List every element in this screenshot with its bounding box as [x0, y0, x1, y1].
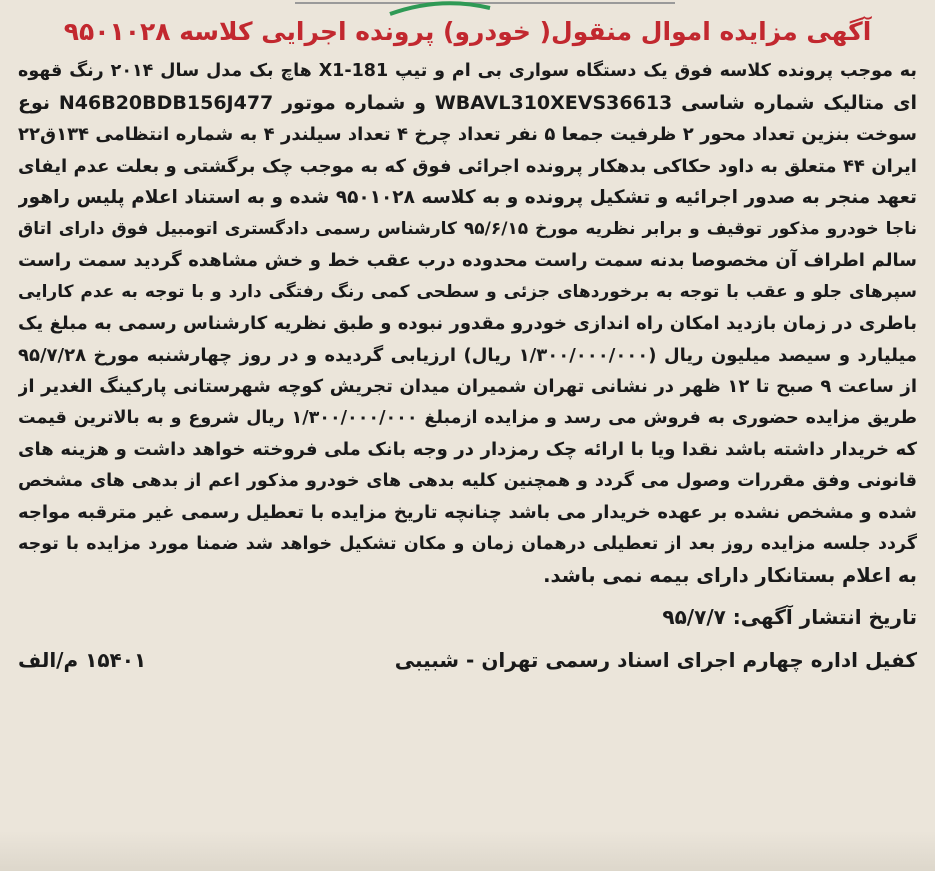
- body-line: ای متالیک شماره شاسی WBAVL310XEVS36613 و شماره موتور N46B20BDB156J477 نوع: [18, 91, 917, 114]
- notice-title: آگهی مزایده اموال منقول( خودرو) پرونده اجرایی کلاسه ۹۵۰۱۰۲۸: [63, 17, 872, 46]
- body-line: ناجا خودرو مذکور توقیف و برابر نظریه مورخ ۹۵/۶/۱۵ کارشناس رسمی دادگستری اتومبیل فوق دارای اتاق: [18, 218, 917, 239]
- body-line: که خریدار داشته باشد نقدا ویا با ارائه چک رمزدار در وجه بانک ملی فروخته خواهد داشت و هزینه های: [18, 439, 917, 460]
- body-line: طریق مزایده حضوری به فروش می رسد و مزایده ازمبلغ ۱/۳۰۰/۰۰۰/۰۰۰ ریال شروع و به بالاترین قیمت: [18, 407, 917, 428]
- body-line: سپرهای جلو و عقب با توجه به برخوردهای جزئی و سطحی کمی رنگ رفتگی دارد و با توجه به عدم کارایی: [18, 281, 917, 302]
- logo-curve-icon: [380, 0, 500, 18]
- body-line: میلیارد و سیصد میلیون ریال (۱/۳۰۰/۰۰۰/۰۰۰ ریال) ارزیابی گردیده و در روز چهارشنبه مورخ ۹۵/۷/۲۸: [18, 344, 917, 366]
- publish-date: تاریخ انتشار آگهی: ۹۵/۷/۷: [662, 604, 917, 629]
- body-line: ایران ۴۴ متعلق به داود حکاکی بدهکار پرونده اجرائی فوق که به موجب چک برگشتی و بعلت عدم ایفای: [18, 155, 917, 177]
- body-line: سوخت بنزین تعداد محور ۲ ظرفیت جمعا ۵ نفر تعداد چرخ ۴ تعداد سیلندر ۴ به شماره انتظامی ۱۳۴ق۲۲: [18, 124, 917, 145]
- signature: کفیل اداره چهارم اجرای اسناد رسمی تهران - شبیبی: [394, 647, 917, 672]
- signature-row: [18, 648, 917, 672]
- body-line: قانونی وفق مقررات وصول می گردد و همچنین کلیه بدهی های خودرو مذکور اعم از بدهی های مشخص: [18, 470, 917, 491]
- body-line: شده و مشخص نشده بر عهده خریدار می باشد چنانچه تاریخ مزایده با تعطیل رسمی غیر مترقبه مواجه: [18, 502, 917, 523]
- body-line: به موجب پرونده کلاسه فوق یک دستگاه سواری بی ام و تیپ X1-181 هاچ بک مدل سال ۲۰۱۴ رنگ قهوه: [18, 61, 917, 81]
- body-line: باطری در زمان بازدید امکان راه اندازی خودرو مقدور نبوده و طبق نظریه کارشناس رسمی به مبلغ یک: [18, 313, 917, 334]
- body-line: گردد جلسه مزایده روز بعد از تعطیلی درهمان زمان و مکان تشکیل خواهد شد ضمنا مورد مزایده با توجه: [18, 533, 917, 554]
- body-line: به اعلام بستانکار دارای بیمه نمی باشد.: [543, 564, 917, 587]
- notice-body: [18, 56, 917, 592]
- body-line: تعهد منجر به صدور اجرائیه و تشکیل پرونده و به کلاسه ۹۵۰۱۰۲۸ شده و به استناد اعلام پلیس راهور: [18, 187, 917, 208]
- body-line: سالم اطراف آن مخصوصا بدنه سمت راست محدوده درب عقب خط و خش مشاهده گردید سمت راست: [18, 250, 917, 271]
- reference-number: ۱۵۴۰۱ م/الف: [18, 647, 147, 672]
- body-line: از ساعت ۹ صبح تا ۱۲ ظهر در نشانی تهران شمیران میدان تجریش کوچه شهرستانی پارکینگ الغدیر از: [18, 376, 917, 397]
- bottom-edge: [0, 831, 935, 871]
